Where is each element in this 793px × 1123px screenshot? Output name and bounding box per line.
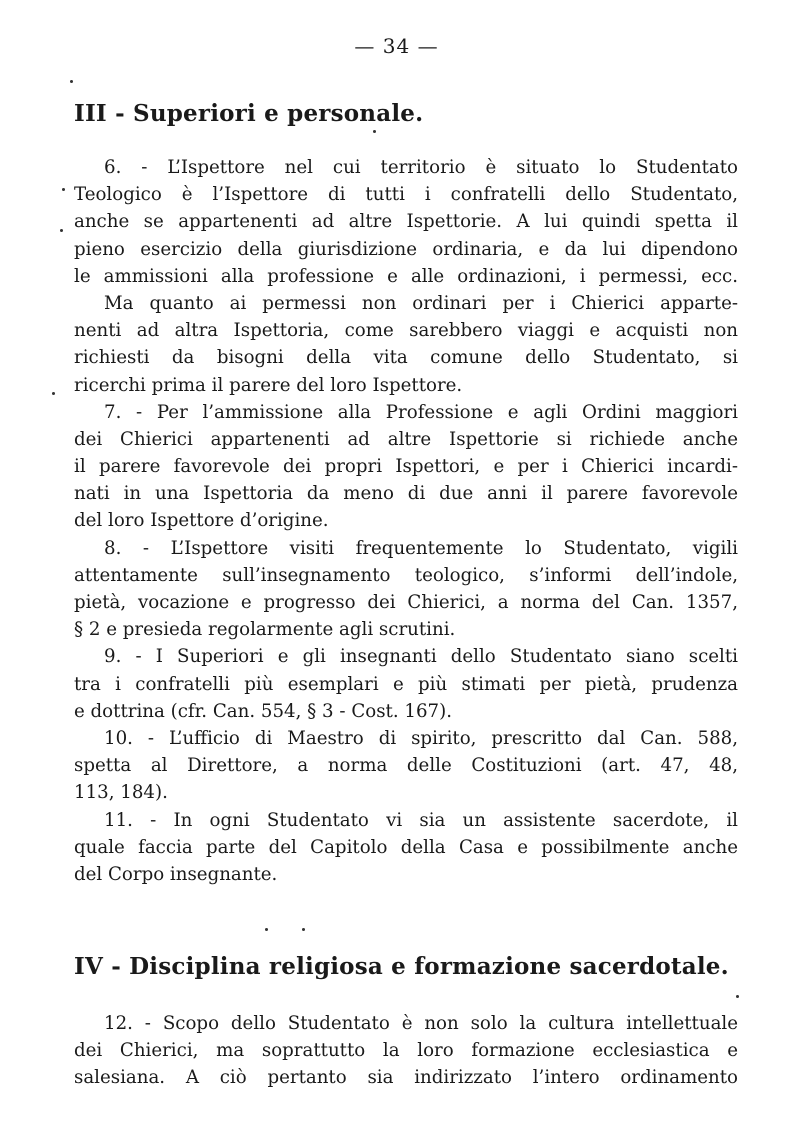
text-line: nati in una Ispettoria da meno di due anni il parere favorevole [74,483,738,505]
section-iv-body [74,1010,738,1092]
text-line: 113, 184). [74,782,168,804]
text-line: § 2 e presieda regolarmente agli scrutini. [74,619,456,641]
text-line: e dottrina (cfr. Can. 554, § 3 - Cost. 167). [74,700,453,722]
text-line: 8. - L’Ispettore visiti frequentemente lo Studentato, vigili [104,537,738,559]
section-heading-iv: IV - Disciplina religiosa e formazione sacerdotale. [74,953,729,980]
text-line: nenti ad altra Ispettoria, come sarebbero viaggi e acquisti non [74,320,738,342]
text-line: 7. - Per l’ammissione alla Professione e agli Ordini maggiori [104,401,738,423]
scan-speck [52,392,55,395]
text-line: pieno esercizio della giurisdizione ordinaria, e da lui dipendono [74,238,738,260]
text-line: Ma quanto ai permessi non ordinari per i Chierici apparte- [104,292,738,314]
scan-speck [736,995,739,998]
text-line: spetta al Direttore, a norma delle Costituzioni (art. 47, 48, [74,755,738,777]
section-iii-body [74,154,738,888]
text-line: tra i confratelli più esemplari e più stimati per pietà, prudenza [74,673,738,695]
text-line: quale faccia parte del Capitolo della Casa e possibilmente anche [74,836,738,858]
text-line: del loro Ispettore d’origine. [74,510,329,532]
scan-speck [70,80,73,83]
text-line: dei Chierici, ma soprattutto la loro formazione ecclesiastica e [74,1040,738,1062]
section-heading-iii: III - Superiori e personale. [74,100,424,127]
scan-speck [60,229,63,232]
text-line: 6. - L’Ispettore nel cui territorio è situato lo Studentato [104,157,738,178]
text-line: 11. - In ogni Studentato vi sia un assistente sacerdote, il [104,809,738,831]
text-line: le ammissioni alla professione e alle ordinazioni, i permessi, ecc. [74,265,738,287]
text-line: anche se appartenenti ad altre Ispettorie. A lui quindi spetta il [74,211,738,233]
text-line: salesiana. A ciò pertanto sia indirizzato l’intero ordinamento [74,1067,738,1089]
text-line: 12. - Scopo dello Studentato è non solo la cultura intellettuale [104,1013,738,1034]
scan-speck [62,188,65,191]
text-line: il parere favorevole dei propri Ispettori, e per i Chierici incardi- [74,456,738,478]
text-line: 9. - I Superiori e gli insegnanti dello Studentato siano scelti [104,646,738,668]
text-line: Teologico è l’Ispettore di tutti i confratelli dello Studentato, [74,184,738,206]
scan-speck [302,928,305,931]
text-line: del Corpo insegnante. [74,863,278,885]
text-line: pietà, vocazione e progresso dei Chierici, a norma del Can. 1357, [74,592,738,613]
text-line: dei Chierici appartenenti ad altre Ispettorie si richiede anche [74,428,738,450]
scan-speck [373,130,376,133]
text-line: richiesti da bisogni della vita comune dello Studentato, si [74,347,738,369]
text-line: ricerchi prima il parere del loro Ispettore. [74,374,463,396]
text-line: attentamente sull’insegnamento teologico, s’informi dell’indole, [74,564,738,586]
page-number: — 34 — [354,34,439,58]
text-line: 10. - L’ufficio di Maestro di spirito, prescritto dal Can. 588, [104,727,738,749]
scan-speck [265,928,268,931]
